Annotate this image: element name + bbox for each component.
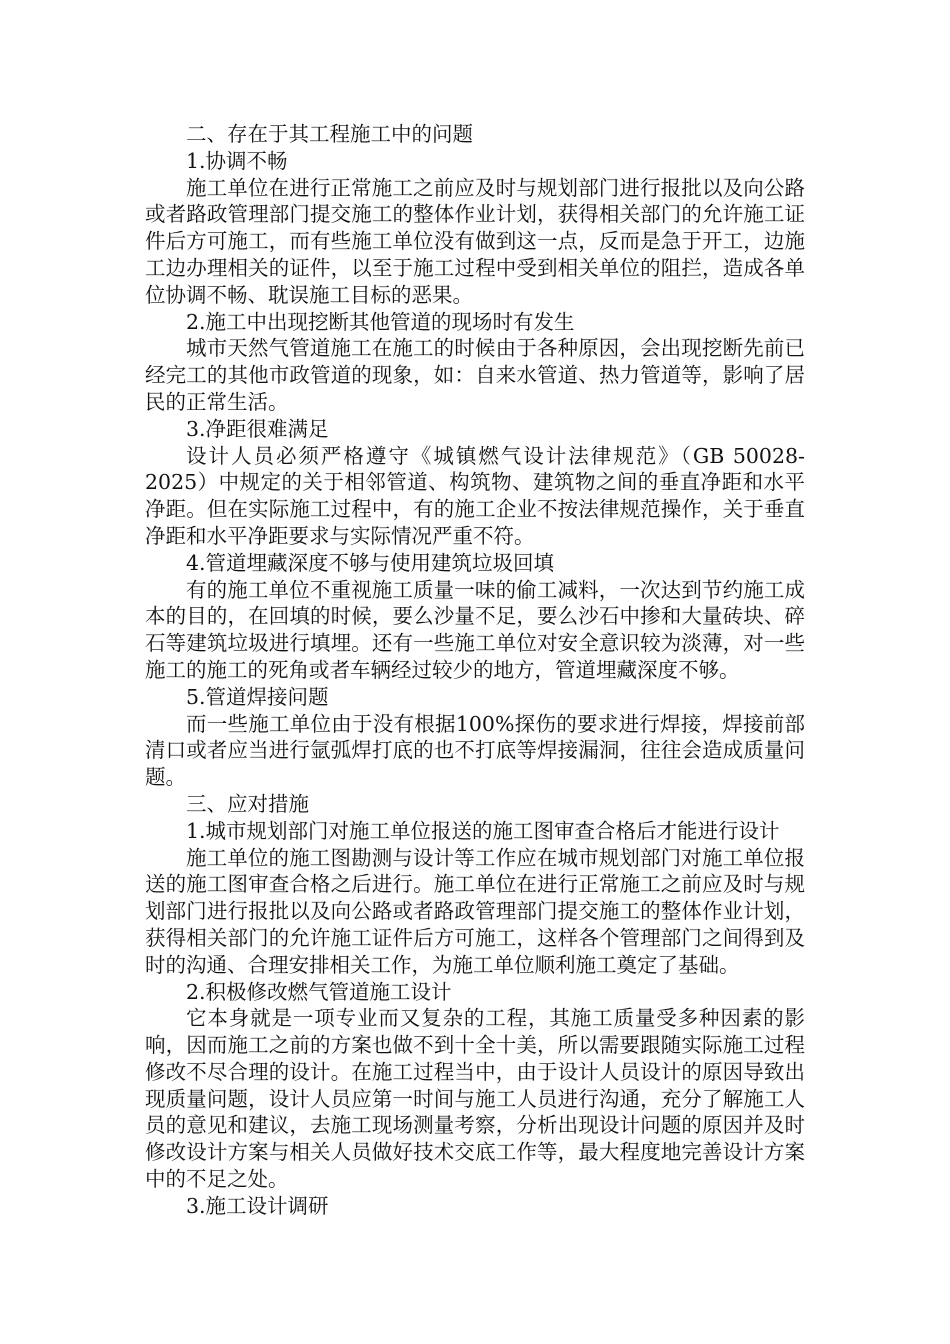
subheading-pipe-damage: 2.施工中出现挖断其他管道的现场时有发生 (186, 309, 575, 334)
section-heading-problems: 二、存在于其工程施工中的问题 (186, 122, 473, 146)
subheading-welding: 5.管道焊接问题 (186, 684, 329, 709)
paragraph: 而一些施工单位由于没有根据100%探伤的要求进行焊接，焊接前部清口或者应当进行氩弧焊打底的也不打底等焊接漏洞，往往会造成质量问题。 (145, 711, 805, 790)
subheading-coordination: 1.协调不畅 (186, 148, 288, 173)
document-body (145, 121, 805, 1220)
subheading-clearance: 3.净距很难满足 (186, 416, 329, 441)
subheading-design-research: 3.施工设计调研 (186, 1193, 329, 1218)
section-heading-measures: 三、应对措施 (186, 791, 309, 816)
paragraph: 施工单位的施工图勘测与设计等工作应在城市规划部门对施工单位报送的施工图审查合格之后进行。施工单位在进行正常施工之前应及时与规划部门进行报批以及向公路或者路政管理部门提交施工的整体作业计划，获得相关部门的允许施工证件后方可施工，这样各个管理部门之间得到及时的沟通、合理安排相关工作，为施工单位顺利施工奠定了基础。 (145, 845, 805, 977)
subheading-design-revision: 2.积极修改燃气管道施工设计 (186, 979, 452, 1004)
subheading-plan-review: 1.城市规划部门对施工单位报送的施工图审查合格后才能进行设计 (186, 818, 780, 843)
paragraph: 有的施工单位不重视施工质量一味的偷工减料，一次达到节约施工成本的目的，在回填的时候，要么沙量不足，要么沙石中掺和大量砖块、碎石等建筑垃圾进行填埋。还有一些施工单位对安全意识较为淡薄，对一些施工的施工的死角或者车辆经过较少的地方，管道埋藏深度不够。 (145, 577, 805, 682)
paragraph: 它本身就是一项专业而又复杂的工程，其施工质量受多种因素的影响，因而施工之前的方案也做不到十全十美，所以需要跟随实际施工过程修改不尽合理的设计。在施工过程当中，由于设计人员设计的原因导致出现质量问题，设计人员应第一时间与施工人员进行沟通，充分了解施工人员的意见和建议，去施工现场测量考察，分析出现设计问题的原因并及时修改设计方案与相关人员做好技术交底工作等，最大程度地完善设计方案中的不足之处。 (145, 1006, 805, 1192)
paragraph: 城市天然气管道施工在施工的时候由于各种原因，会出现挖断先前已经完工的其他市政管道的现象，如：自来水管道、热力管道等，影响了居民的正常生活。 (145, 336, 805, 414)
paragraph: 施工单位在进行正常施工之前应及时与规划部门进行报批以及向公路或者路政管理部门提交施工的整体作业计划，获得相关部门的允许施工证件后方可施工，而有些施工单位没有做到这一点，反而是急于开工，边施工边办理相关的证件，以至于施工过程中受到相关单位的阻拦，造成各单位协调不畅、耽误施工目标的恶果。 (145, 175, 805, 307)
paragraph: 设计人员必须严格遵守《城镇燃气设计法律规范》（GB 50028-2025）中规定的关于相邻管道、构筑物、建筑物之间的垂直净距和水平净距。但在实际施工过程中，有的施工企业不按法律规范操作，关于垂直净距和水平净距要求与实际情况严重不符。 (145, 443, 805, 548)
subheading-burial-depth: 4.管道埋藏深度不够与使用建筑垃圾回填 (186, 550, 555, 575)
